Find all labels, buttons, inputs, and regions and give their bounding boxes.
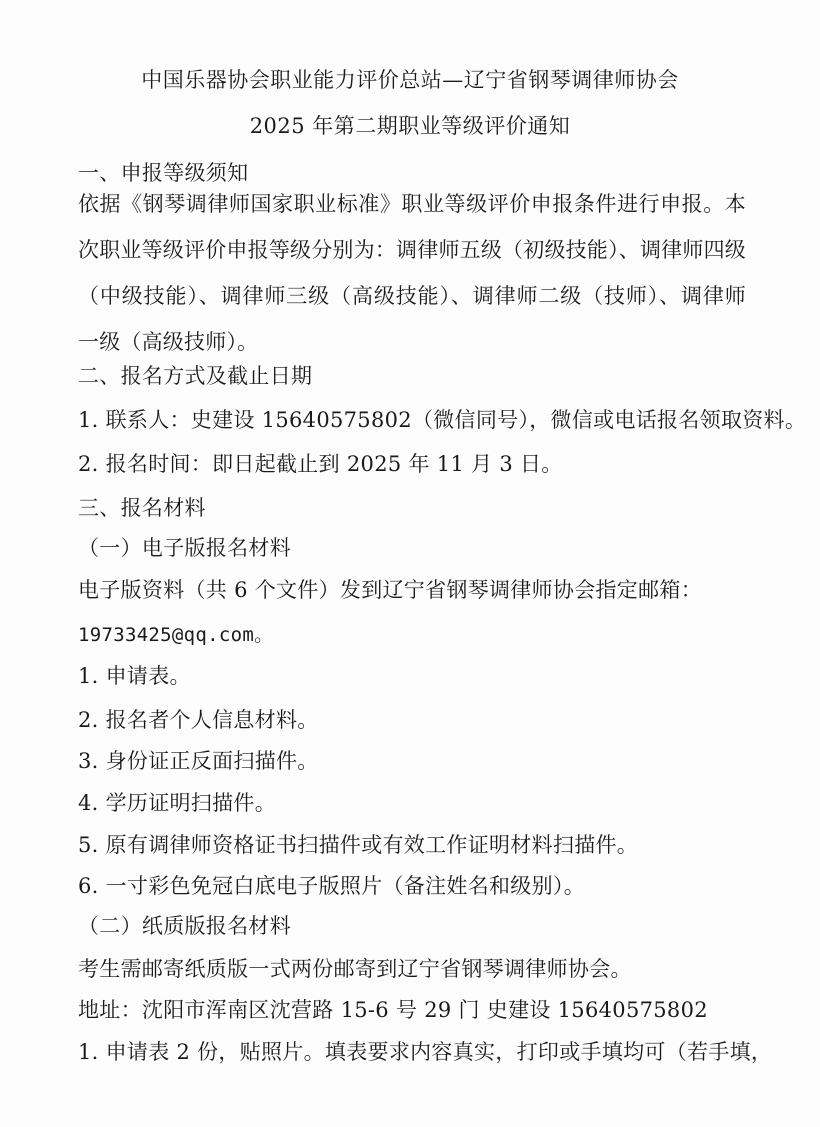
subsection-electronic-intro: 电子版资料（共 6 个文件）发到辽宁省钢琴调律师协会指定邮箱： <box>78 578 703 602</box>
section-3-heading: 三、报名材料 <box>78 496 206 520</box>
subsection-paper-intro: 考生需邮寄纸质版一式两份邮寄到辽宁省钢琴调律师协会。 <box>78 957 632 981</box>
mailing-address: 地址：沈阳市浑南区沈营路 15-6 号 29 门 史建设 15640575802 <box>78 998 708 1022</box>
list-item: 6. 一寸彩色免冠白底电子版照片（备注姓名和级别）。 <box>78 874 586 898</box>
list-item: 2. 报名者个人信息材料。 <box>78 708 319 732</box>
list-item: 4. 学历证明扫描件。 <box>78 791 277 815</box>
subsection-paper-heading: （二）纸质版报名材料 <box>78 914 291 938</box>
list-item: 3. 身份证正反面扫描件。 <box>78 749 319 773</box>
section-2-heading: 二、报名方式及截止日期 <box>78 364 313 388</box>
submission-email: 19733425@qq.com。 <box>78 624 274 646</box>
document-title-line-2: 2025 年第二期职业等级评价通知 <box>249 114 571 138</box>
section-1-paragraph: 依据《钢琴调律师国家职业标准》职业等级评价申报条件进行申报。本次职业等级评价申报等级分别为：调律师五级（初级技能）、调律师四级（中级技能）、调律师三级（高级技能）、调律师二级（技师）、调律师一级（高级技师）。 <box>78 192 746 354</box>
list-item: 5. 原有调律师资格证书扫描件或有效工作证明材料扫描件。 <box>78 833 639 857</box>
list-item: 1. 申请表。 <box>78 664 191 688</box>
document-title-line-1: 中国乐器协会职业能力评价总站—辽宁省钢琴调律师协会 <box>141 68 679 92</box>
section-2-item-deadline: 2. 报名时间：即日起截止到 2025 年 11 月 3 日。 <box>78 452 563 476</box>
section-1-heading: 一、申报等级须知 <box>78 161 249 185</box>
list-item: 1. 申请表 2 份，贴照片。填表要求内容真实，打印或手填均可（若手填， <box>78 1040 773 1064</box>
subsection-electronic-heading: （一）电子版报名材料 <box>78 536 291 560</box>
section-2-item-contact: 1. 联系人：史建设 15640575802（微信同号），微信或电话报名领取资料。 <box>78 408 807 432</box>
